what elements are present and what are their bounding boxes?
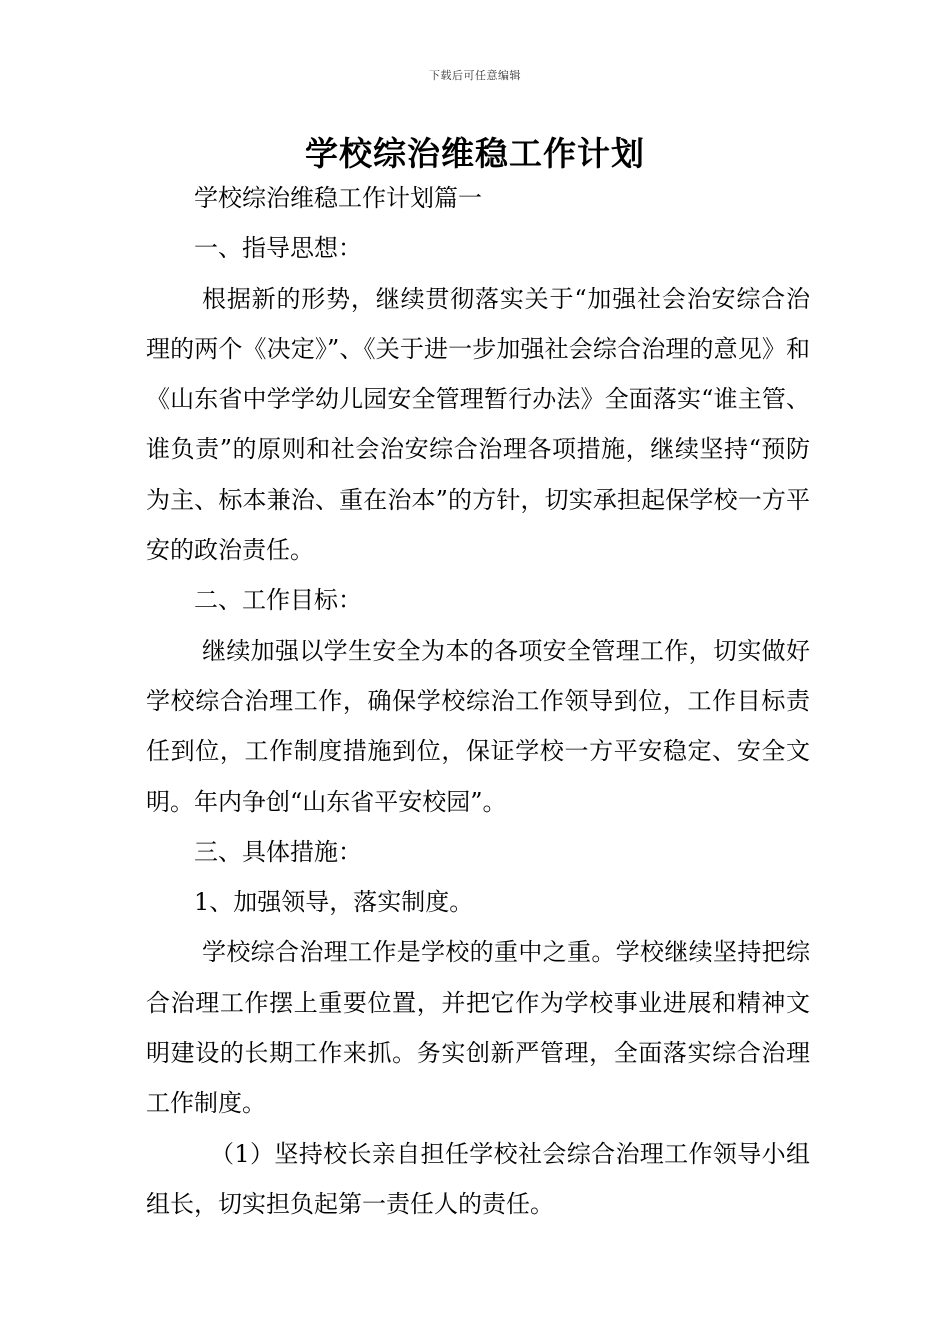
paragraph-leadership: 学校综合治理工作是学校的重中之重。学校继续坚持把综合治理工作摆上重要位置，并把它作为学校事业进展和精神文明建设的长期工作来抓。务实创新严管理，全面落实综合治理工作制度。 <box>146 938 810 1118</box>
item-heading-leadership: 1、加强领导，落实制度。 <box>194 888 474 917</box>
section-heading-specific-measures: 三、具体措施： <box>194 837 362 866</box>
document-subtitle: 学校综治维稳工作计划篇一 <box>194 184 482 212</box>
section-heading-guiding-ideology: 一、指导思想： <box>194 234 362 263</box>
paragraph-work-goals: 继续加强以学生安全为本的各项安全管理工作，切实做好学校综合治理工作，确保学校综治工作领导到位，工作目标责任到位，工作制度措施到位，保证学校一方平安稳定、安全文明。年内争创“山东省平安校园”。 <box>146 636 810 816</box>
document-body <box>146 173 810 1229</box>
page-title: 学校综治维稳工作计划 <box>305 134 645 173</box>
paragraph-principal-responsibility: （1）坚持校长亲自担任学校社会综合治理工作领导小组组长，切实担负起第一责任人的责任。 <box>146 1139 810 1218</box>
header-note: 下载后可任意编辑 <box>429 69 521 82</box>
section-heading-work-goals: 二、工作目标： <box>194 586 362 615</box>
paragraph-guiding-ideology: 根据新的形势，继续贯彻落实关于“加强社会治安综合治理的两个《决定》”、《关于进一步加强社会综合治理的意见》和《山东省中学学幼儿园安全管理暂行办法》全面落实“谁主管、谁负责”的原则和社会治安综合治理各项措施，继续坚持“预防为主、标本兼治、重在治本”的方针，切实承担起保学校一方平安的政治责任。 <box>146 284 810 565</box>
